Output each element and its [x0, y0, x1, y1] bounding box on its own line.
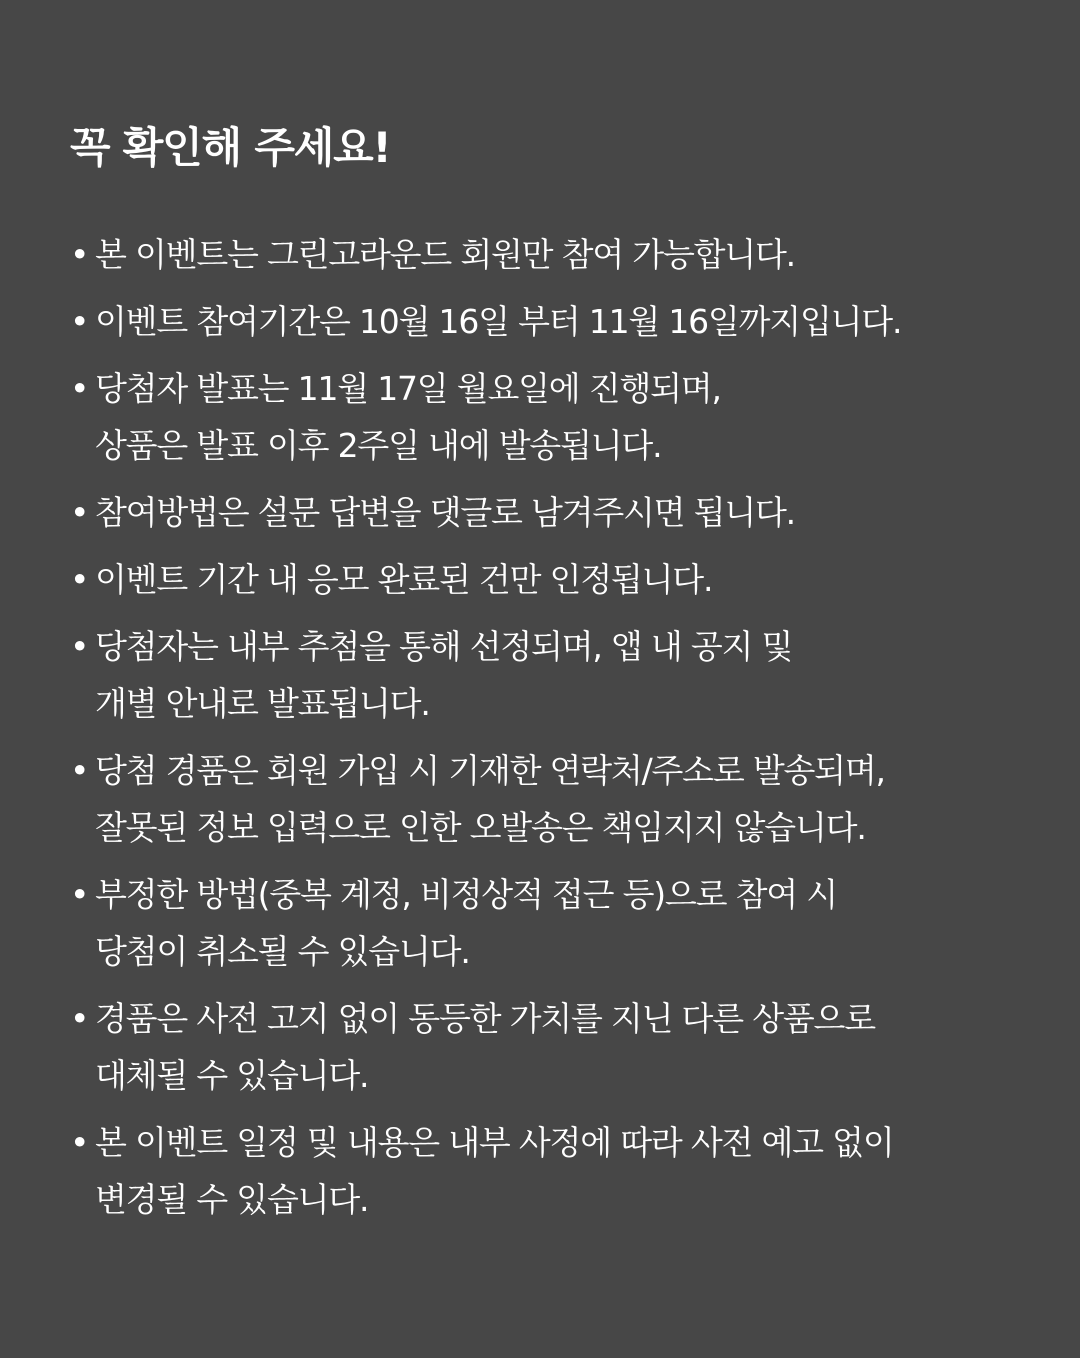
notice-text-line: 당첨 경품은 회원 가입 시 기재한 연락처/주소로 발송되며, — [95, 751, 885, 790]
bullet-marker: • — [70, 493, 89, 532]
bullet-marker: • — [70, 751, 89, 790]
notice-text-line: 본 이벤트는 그린고라운드 회원만 참여 가능합니다. — [95, 235, 795, 274]
notice-item-prize-delivery — [70, 742, 1040, 856]
notice-list — [70, 226, 1040, 1238]
bullet-marker: • — [70, 999, 89, 1038]
notice-text-line: 이벤트 기간 내 응모 완료된 건만 인정됩니다. — [95, 560, 713, 599]
notice-item-participation-eligibility — [70, 226, 1040, 283]
notice-text-line: 대체될 수 있습니다. — [95, 1056, 369, 1095]
notice-text-line: 이벤트 참여기간은 10월 16일 부터 11월 16일까지입니다. — [95, 302, 902, 341]
notice-text-line: 참여방법은 설문 답변을 댓글로 남겨주시면 됩니다. — [95, 493, 795, 532]
notice-item-valid-entries — [70, 551, 1040, 608]
bullet-marker: • — [70, 627, 89, 666]
notice-text-line: 부정한 방법(중복 계정, 비정상적 접근 등)으로 참여 시 — [95, 875, 837, 914]
bullet-marker: • — [70, 1123, 89, 1162]
notice-text-line: 본 이벤트 일정 및 내용은 내부 사정에 따라 사전 예고 없이 — [95, 1123, 894, 1162]
notice-item-selection-process — [70, 618, 1040, 732]
bullet-marker: • — [70, 369, 89, 408]
bullet-marker: • — [70, 875, 89, 914]
bullet-marker: • — [70, 302, 89, 341]
notice-text-line: 상품은 발표 이후 2주일 내에 발송됩니다. — [95, 426, 662, 465]
notice-item-participation-method — [70, 484, 1040, 541]
notice-text-line: 개별 안내로 발표됩니다. — [95, 684, 430, 723]
notice-text-line: 잘못된 정보 입력으로 인한 오발송은 책임지지 않습니다. — [95, 808, 866, 847]
notice-text-line: 당첨이 취소될 수 있습니다. — [95, 932, 470, 971]
notice-item-prize-substitution — [70, 990, 1040, 1104]
notice-text-line: 당첨자는 내부 추첨을 통해 선정되며, 앱 내 공지 및 — [95, 627, 793, 666]
notice-text-line: 당첨자 발표는 11월 17일 월요일에 진행되며, — [95, 369, 721, 408]
notice-text-line: 경품은 사전 고지 없이 동등한 가치를 지닌 다른 상품으로 — [95, 999, 875, 1038]
notice-item-event-period — [70, 293, 1040, 350]
notice-title: 꼭 확인해 주세요! — [70, 123, 391, 172]
bullet-marker: • — [70, 235, 89, 274]
notice-item-schedule-changes — [70, 1114, 1040, 1228]
notice-item-fraud-cancellation — [70, 866, 1040, 980]
bullet-marker: • — [70, 560, 89, 599]
notice-item-winner-announcement — [70, 360, 1040, 474]
notice-text-line: 변경될 수 있습니다. — [95, 1180, 369, 1219]
